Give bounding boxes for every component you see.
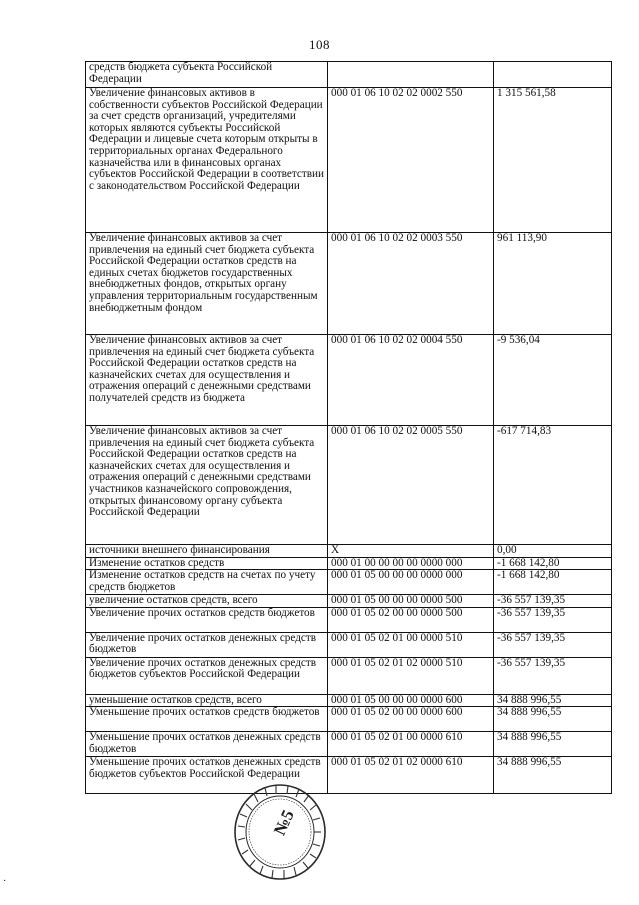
- row-code-cell: 000 01 06 10 02 02 0005 550: [328, 426, 494, 545]
- table-row: [86, 557, 612, 570]
- row-name-cell: Увеличение финансовых активов за счет привлечения на единый счет бюджета субъекта Российской Федерации остатков средств на единых счетах бюджетов государственных внебюджетных фондов, открытых органу управления территориальным государственным внебюджетным фондом: [86, 233, 328, 335]
- table-row: [86, 632, 612, 657]
- table-row: [86, 707, 612, 732]
- table-row: [86, 694, 612, 707]
- official-seal-stamp: [232, 782, 328, 882]
- margin-mark: ·: [3, 876, 7, 887]
- table-row: [86, 657, 612, 694]
- row-name-cell: средств бюджета субъекта Российской Федерации: [86, 62, 328, 88]
- row-code-cell: 000 01 05 00 00 00 0000 600: [328, 694, 494, 707]
- row-code-cell: 000 01 06 10 02 02 0004 550: [328, 335, 494, 426]
- row-name-cell: Увеличение прочих остатков денежных средств бюджетов: [86, 632, 328, 657]
- row-value-cell: -36 557 139,35: [494, 632, 612, 657]
- row-name-cell: Изменение остатков средств: [86, 557, 328, 570]
- page-number: 108: [309, 37, 330, 52]
- row-name-cell: Увеличение финансовых активов за счет привлечения на единый счет бюджета субъекта Российской Федерации остатков средств на казначейских счетах для осуществления и отражения операций с денежными средствами получателей средств из бюджета: [86, 335, 328, 426]
- row-value-cell: -1 668 142,80: [494, 557, 612, 570]
- row-name-cell: Уменьшение прочих остатков денежных средств бюджетов: [86, 732, 328, 757]
- table-row: [86, 233, 612, 335]
- row-name-cell: Уменьшение прочих остатков денежных средств бюджетов субъектов Российской Федерации: [86, 757, 328, 794]
- row-name-cell: Увеличение прочих остатков средств бюджетов: [86, 607, 328, 632]
- row-value-cell: -36 557 139,35: [494, 607, 612, 632]
- row-name-cell: Увеличение прочих остатков денежных средств бюджетов субъектов Российской Федерации: [86, 657, 328, 694]
- row-code-cell: 000 01 05 02 01 02 0000 610: [328, 757, 494, 794]
- row-code-cell: 000 01 05 02 01 00 0000 610: [328, 732, 494, 757]
- row-value-cell: -36 557 139,35: [494, 595, 612, 608]
- row-value-cell: 1 315 561,58: [494, 88, 612, 233]
- row-code-cell: 000 01 05 02 01 02 0000 510: [328, 657, 494, 694]
- table-row: [86, 595, 612, 608]
- row-value-cell: 34 888 996,55: [494, 757, 612, 794]
- row-value-cell: 0,00: [494, 545, 612, 558]
- row-name-cell: увеличение остатков средств, всего: [86, 595, 328, 608]
- row-value-cell: 34 888 996,55: [494, 707, 612, 732]
- row-value-cell: 961 113,90: [494, 233, 612, 335]
- row-code-cell: 000 01 05 02 00 00 0000 500: [328, 607, 494, 632]
- row-value-cell: -9 536,04: [494, 335, 612, 426]
- table-row: [86, 545, 612, 558]
- row-code-cell: 000 01 05 00 00 00 0000 000: [328, 570, 494, 595]
- row-name-cell: Увеличение финансовых активов в собственности субъектов Российской Федерации за счет средств организаций, учредителями которых являются субъекты Российской Федерации и лицевые счета которым открыты в территориальных органах Федерального казначейства или в финансовых органах субъектов Российской Федерации в соответствии с законодательством Российской Федерации: [86, 88, 328, 233]
- stamp-number-mark: №5: [269, 807, 298, 839]
- table-body: [86, 62, 612, 794]
- table-row: [86, 335, 612, 426]
- row-value-cell: -36 557 139,35: [494, 657, 612, 694]
- row-value-cell: 34 888 996,55: [494, 694, 612, 707]
- row-code-cell: 000 01 06 10 02 02 0002 550: [328, 88, 494, 233]
- table-row: [86, 62, 612, 88]
- row-code-cell: 000 01 06 10 02 02 0003 550: [328, 233, 494, 335]
- row-value-cell: -617 714,83: [494, 426, 612, 545]
- row-code-cell: 000 01 05 00 00 00 0000 500: [328, 595, 494, 608]
- row-name-cell: источники внешнего финансирования: [86, 545, 328, 558]
- row-name-cell: Изменение остатков средств на счетах по учету средств бюджетов: [86, 570, 328, 595]
- sources-financing-table: [85, 61, 612, 794]
- row-code-cell: 000 01 00 00 00 00 0000 000: [328, 557, 494, 570]
- table-row: [86, 757, 612, 794]
- table-row: [86, 607, 612, 632]
- row-value-cell: 34 888 996,55: [494, 732, 612, 757]
- row-name-cell: Уменьшение прочих остатков средств бюджетов: [86, 707, 328, 732]
- row-value-cell: -1 668 142,80: [494, 570, 612, 595]
- table-row: [86, 570, 612, 595]
- table-row: [86, 732, 612, 757]
- table-row: [86, 426, 612, 545]
- row-code-cell: 000 01 05 02 00 00 0000 600: [328, 707, 494, 732]
- row-name-cell: уменьшение остатков средств, всего: [86, 694, 328, 707]
- row-code-cell: X: [328, 545, 494, 558]
- row-code-cell: [328, 62, 494, 88]
- row-code-cell: 000 01 05 02 01 00 0000 510: [328, 632, 494, 657]
- row-value-cell: [494, 62, 612, 88]
- table-row: [86, 88, 612, 233]
- row-name-cell: Увеличение финансовых активов за счет привлечения на единый счет бюджета субъекта Российской Федерации остатков средств на казначейских счетах для осуществления и отражения операций с денежными средствами участников казначейского сопровождения, открытых финансовому органу субъекта Российской Федерации: [86, 426, 328, 545]
